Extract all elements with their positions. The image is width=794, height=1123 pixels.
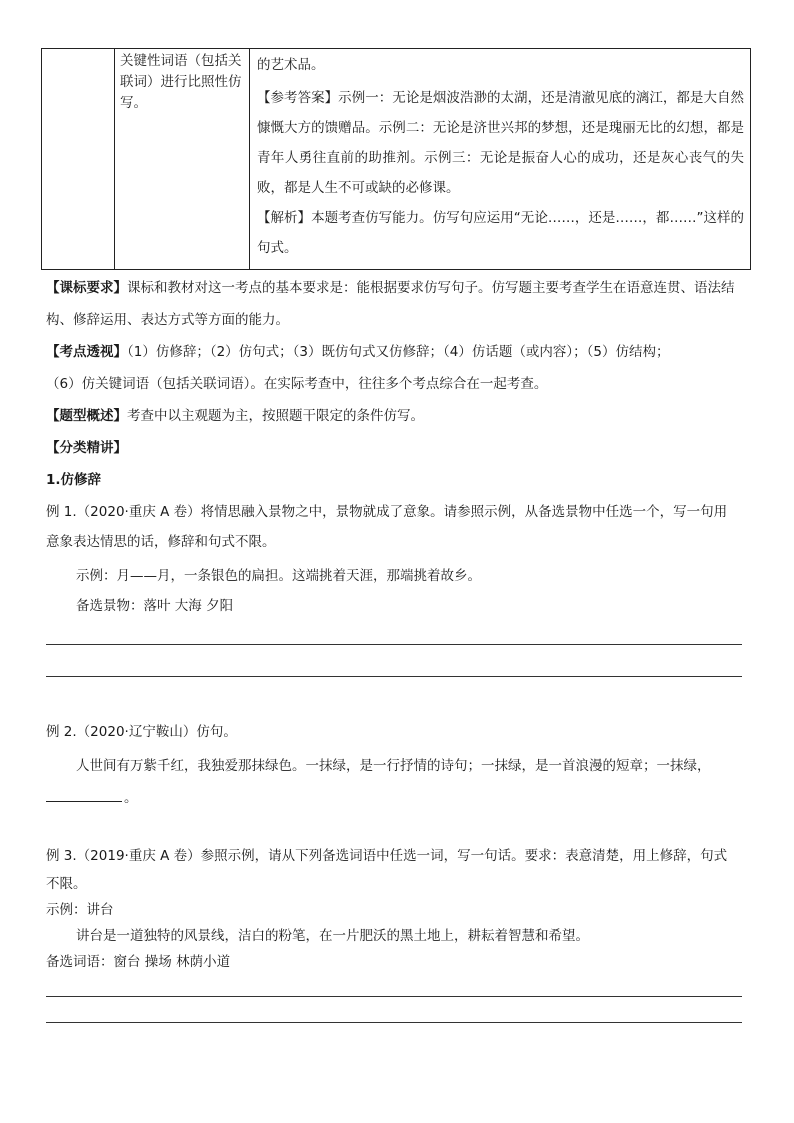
key-points-line-2: （6）仿关键词语（包括关联词语）。在实际考查中，往往多个考点综合在一起考查。 bbox=[46, 376, 548, 392]
answer-table bbox=[41, 48, 751, 270]
example3-sample-label: 示例：讲台 bbox=[46, 902, 114, 918]
answer-line[interactable] bbox=[46, 676, 742, 677]
example3-choices-list: 窗台 操场 林荫小道 bbox=[113, 954, 231, 970]
overview-label: 【题型概述】 bbox=[46, 408, 127, 424]
example3-line-2: 不限。 bbox=[46, 876, 87, 892]
analysis-text: 本题考查仿写能力。仿写句应运用“无论……，还是……，都……”这样的句式。 bbox=[257, 210, 744, 256]
answer-line[interactable] bbox=[46, 1022, 742, 1023]
analysis-label: 【解析】 bbox=[257, 210, 312, 226]
category-heading: 【分类精讲】 bbox=[46, 440, 127, 456]
answer-line[interactable] bbox=[46, 996, 742, 997]
example3-choices bbox=[46, 946, 746, 978]
answer-label: 【参考答案】 bbox=[257, 90, 339, 106]
example1-line-1: 例 1.（2020·重庆 A 卷）将情思融入景物之中，景物就成了意象。请参照示例，从备选景物中任选一个，写一句用 bbox=[46, 504, 728, 520]
example1-choices-list: 落叶 大海 夕阳 bbox=[143, 598, 234, 614]
requirement-section bbox=[46, 272, 746, 336]
subsection-title: 1.仿修辞 bbox=[46, 472, 102, 488]
answer-lead-text: 的艺术品。 bbox=[257, 57, 325, 73]
example2-period: 。 bbox=[124, 790, 138, 806]
answer-text: 示例一：无论是烟波浩渺的太湖，还是清澈见底的漓江，都是大自然慷慨大方的馈赠品。示例二：无论是济世兴邦的梦想，还是瑰丽无比的幻想，都是青年人勇往直前的助推剂。示例三：无论是振奋人心的成功，还是灰心丧气的失败，都是人生不可或缺的必修课。 bbox=[257, 90, 744, 196]
table-cell-answer bbox=[250, 49, 751, 270]
fill-in-blank[interactable] bbox=[46, 787, 122, 802]
key-points-line-1 bbox=[46, 336, 746, 368]
example3-choices-label: 备选词语： bbox=[46, 954, 114, 970]
example1-line-2: 意象表达情思的话，修辞和句式不限。 bbox=[46, 534, 276, 550]
answer-paragraph bbox=[257, 83, 744, 203]
overview-body: 考查中以主观题为主，按照题干限定的条件仿写。 bbox=[127, 408, 424, 424]
example1-choices-label: 备选景物： bbox=[76, 598, 144, 614]
example3-line-1: 例 3.（2019·重庆 A 卷）参照示例，请从下列备选词语中任选一词，写一句话。要求：表意清楚，用上修辞，句式 bbox=[46, 848, 728, 864]
table-cell-empty bbox=[42, 49, 115, 270]
table-cell-requirement bbox=[115, 49, 250, 270]
key-points-label: 【考点透视】 bbox=[46, 344, 127, 360]
example2-line-2: 人世间有万紫千红，我独爱那抹绿色。一抹绿，是一行抒情的诗句；一抹绿，是一首浪漫的短章；一抹绿， bbox=[76, 758, 711, 774]
example2-line-3 bbox=[46, 782, 746, 814]
example3-sample-text: 讲台是一道独特的风景线，洁白的粉笔，在一片肥沃的黑土地上，耕耘着智慧和希望。 bbox=[76, 928, 589, 944]
example1-choices bbox=[76, 590, 233, 622]
key-points-body-1: （1）仿修辞；（2）仿句式；（3）既仿句式又仿修辞；（4）仿话题（或内容）；（5）仿结构； bbox=[127, 344, 670, 360]
answer-line[interactable] bbox=[46, 644, 742, 645]
requirement-text: 关键性词语（包括关联词）进行比照性仿写。 bbox=[120, 53, 242, 111]
requirement-label: 【课标要求】 bbox=[46, 280, 127, 296]
analysis-paragraph bbox=[257, 203, 744, 263]
overview-section bbox=[46, 400, 746, 432]
requirement-body: 课标和教材对这一考点的基本要求是：能根据要求仿写句子。仿写题主要考查学生在语意连贯、语法结构、修辞运用、表达方式等方面的能力。 bbox=[46, 280, 735, 328]
example1-sample: 示例：月——月，一条银色的扁担。这端挑着天涯，那端挑着故乡。 bbox=[76, 568, 481, 584]
example2-line-1: 例 2.（2020·辽宁鞍山）仿句。 bbox=[46, 724, 237, 740]
